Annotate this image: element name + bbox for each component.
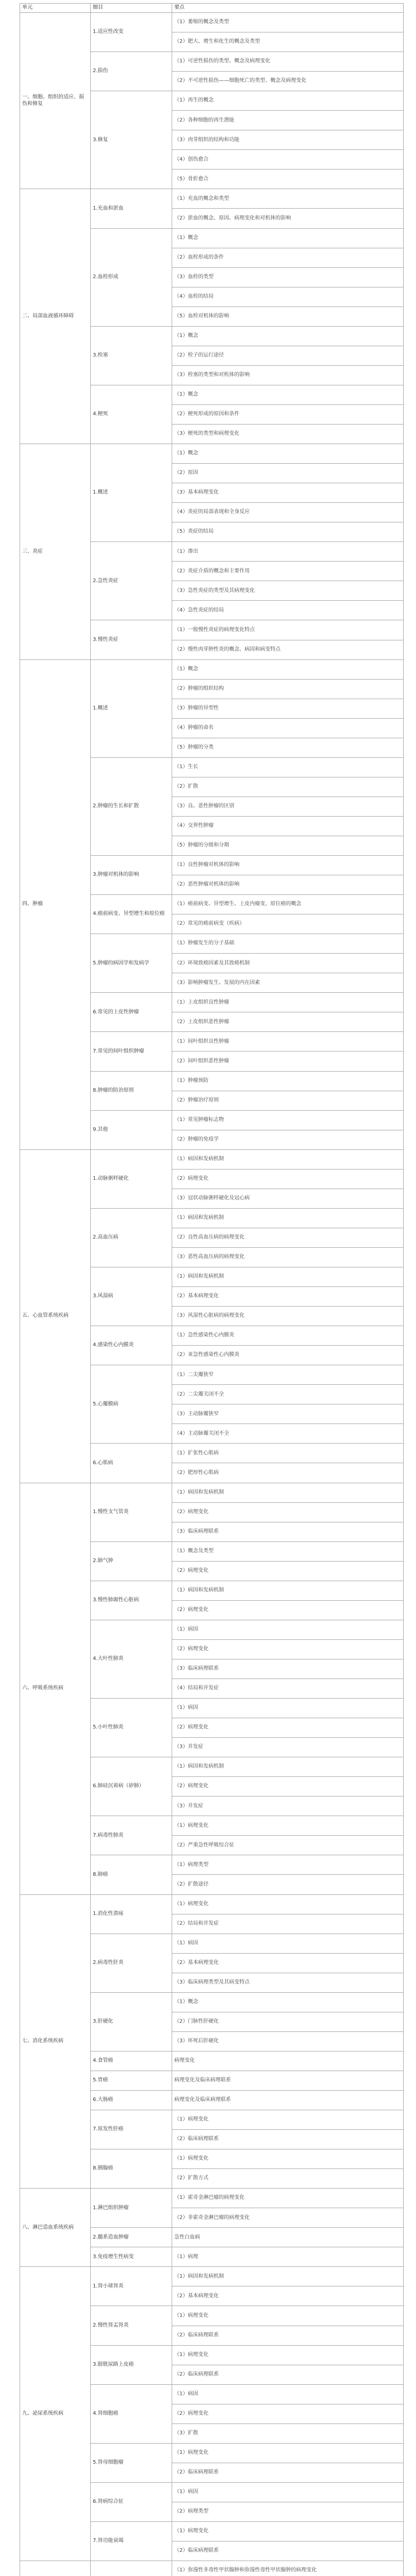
point-cell: （2）常见的癌前病变（疾病）: [172, 914, 404, 934]
table-header-row: [20, 4, 404, 13]
item-cell: 3.慢性肺源性心脏病: [91, 1581, 172, 1620]
item-cell: 3.修复: [91, 91, 172, 189]
point-cell: （5）肿瘤的分级和分期: [172, 836, 404, 855]
item-cell: 1.动脉粥样硬化: [91, 1149, 172, 1208]
point-cell: （3）基本病理变化: [172, 483, 404, 503]
point-cell: （2）非霍奇金淋巴瘤的病理变化: [172, 2208, 404, 2228]
point-cell: （4）交界性肿瘤: [172, 816, 404, 836]
point-cell: （2）临床病理联系: [172, 2541, 404, 2561]
point-cell: （1）概念及类型: [172, 1541, 404, 1561]
point-cell: （1）病因: [172, 1934, 404, 1953]
point-cell: （2）病理类型: [172, 2502, 404, 2521]
point-cell: （1）病因和发病机制: [172, 1757, 404, 1777]
point-cell: （3）风湿性心脏病的病理变化: [172, 1307, 404, 1326]
item-cell: 5.心瓣膜病: [91, 1365, 172, 1444]
point-cell: （1）病理变化: [172, 2443, 404, 2463]
point-cell: （3）梗死的类型和病理变化: [172, 424, 404, 444]
point-cell: （1）病理: [172, 2247, 404, 2267]
item-cell: 3.肝硬化: [91, 1992, 172, 2051]
item-cell: 3.慢性炎症: [91, 620, 172, 659]
item-cell: 6.肾病综合征: [91, 2482, 172, 2521]
item-cell: 4.癌前病变、异型增生和原位癌: [91, 895, 172, 934]
point-cell: （2）临床病理联系: [172, 2130, 404, 2149]
table-row: [20, 1483, 404, 1502]
unit-cell: 二、局部血液循环障碍: [20, 189, 91, 444]
point-cell: （5）肿瘤的分类: [172, 738, 404, 757]
point-cell: （3）并发症: [172, 1797, 404, 1816]
item-cell: 7.病毒性肺炎: [91, 1816, 172, 1855]
item-cell: 6.常见的上皮性肿瘤: [91, 993, 172, 1032]
point-cell: （2）环境致癌因素及其致癌机制: [172, 954, 404, 973]
point-cell: （3）肿瘤的异型性: [172, 699, 404, 718]
unit-cell: 九、泌尿系统疾病: [20, 2267, 91, 2561]
point-cell: （1）病理变化: [172, 2110, 404, 2130]
unit-cell: 八、淋巴造血系统疾病: [20, 2189, 91, 2267]
unit-cell: 一、细胞、组织的适应、损伤和修复: [20, 13, 91, 189]
point-cell: （1）渗出: [172, 542, 404, 562]
table-row: [20, 2267, 404, 2286]
point-cell: （2）严重急性呼吸综合征: [172, 1836, 404, 1855]
point-cell: （5）血栓对机体的影响: [172, 307, 404, 326]
point-cell: （3）血栓的类型: [172, 267, 404, 287]
syllabus-table: [20, 3, 404, 2576]
point-cell: （2）结局和并发症: [172, 1914, 404, 1934]
unit-cell: 四、肿瘤: [20, 659, 91, 1149]
point-cell: （2）亚急性感染性心内膜炎: [172, 1346, 404, 1365]
item-cell: 5.小叶性肺炎: [91, 1699, 172, 1757]
point-cell: （1）肿瘤预防: [172, 1071, 404, 1091]
header-item: 细目: [91, 4, 172, 13]
item-cell: 3.肿瘤对机体的影响: [91, 856, 172, 895]
point-cell: （2）不可逆性损伤——细胞死亡的类型、概念及病理变化: [172, 72, 404, 91]
item-cell: 2.损伤: [91, 52, 172, 91]
point-cell: （1）弥漫性非毒性甲状腺肿和弥漫性毒性甲状腺肿的病理变化: [172, 2561, 404, 2576]
point-cell: （4）炎症的局部表现和全身反应: [172, 503, 404, 522]
item-cell: 8.肺癌: [91, 1855, 172, 1894]
item-cell: 5.胃癌: [91, 2071, 172, 2090]
point-cell: （1）概念: [172, 1992, 404, 2012]
item-cell: 4.感染性心内膜炎: [91, 1326, 172, 1365]
item-cell: 9.其他: [91, 1110, 172, 1149]
point-cell: （4）创伤愈合: [172, 150, 404, 170]
point-cell: （1）病理类型: [172, 1855, 404, 1875]
table-row: [20, 2189, 404, 2208]
point-cell: （1）充血的概念和类型: [172, 189, 404, 209]
point-cell: （2）肿瘤治疗原则: [172, 1091, 404, 1110]
point-cell: （1）一般慢性炎症的病理变化特点: [172, 620, 404, 640]
point-cell: （1）病因: [172, 1620, 404, 1639]
point-cell: （2）病理变化: [172, 1718, 404, 1738]
point-cell: （1）上皮组织良性肿瘤: [172, 993, 404, 1012]
item-cell: 4.食管癌: [91, 2051, 172, 2071]
item-cell: 2.急性炎症: [91, 542, 172, 620]
point-cell: （3）临床病理类型及其病变特点: [172, 1973, 404, 1992]
point-cell: （2）良性高血压病的病理变化: [172, 1228, 404, 1247]
point-cell: （2）血栓形成的条件: [172, 248, 404, 267]
table-row: [20, 189, 404, 209]
point-cell: （3）并发症: [172, 1738, 404, 1757]
point-cell: （3）主动脉瓣狭窄: [172, 1404, 404, 1424]
point-cell: （4）肿瘤的命名: [172, 718, 404, 738]
unit-cell: 六、呼吸系统疾病: [20, 1483, 91, 1894]
item-cell: 5.肾母细胞瘤: [91, 2443, 172, 2482]
point-cell: （1）概念: [172, 228, 404, 248]
point-cell: （1）病理变化: [172, 1816, 404, 1836]
item-cell: 3.栓塞: [91, 326, 172, 385]
point-cell: （2）肿瘤的组织结构: [172, 679, 404, 699]
table-row: [20, 13, 404, 32]
point-cell: （2）门脉性肝硬化: [172, 2012, 404, 2031]
item-cell: 7.常见的间叶组织肿瘤: [91, 1032, 172, 1071]
point-cell: （2）肥厚性心肌病: [172, 1463, 404, 1483]
header-unit: 单元: [20, 4, 91, 13]
point-cell: （2）各种细胞的再生潜能: [172, 111, 404, 130]
item-cell: 5.肿瘤的病因学和发病学: [91, 934, 172, 993]
point-cell: （1）病因和发病机制: [172, 2267, 404, 2286]
point-cell: （1）再生的概念: [172, 91, 404, 111]
point-cell: 病理变化及临床病理联系: [172, 2071, 404, 2090]
item-cell: 3.膀胱尿路上皮癌: [91, 2345, 172, 2384]
unit-cell: [20, 2561, 91, 2576]
point-cell: （2）基本病理变化: [172, 1953, 404, 1973]
point-cell: （4）血栓的结局: [172, 287, 404, 307]
item-cell: 7.原发性肝癌: [91, 2110, 172, 2149]
table-row: [20, 659, 404, 679]
point-cell: （1）病理变化: [172, 2345, 404, 2365]
item-cell: 3.免疫增生性病变: [91, 2247, 172, 2267]
point-cell: （1）生长: [172, 757, 404, 777]
table-row: [20, 2561, 404, 2576]
point-cell: （1）间叶组织良性肿瘤: [172, 1032, 404, 1052]
point-cell: （4）急性炎症的结局: [172, 601, 404, 620]
item-cell: 1.慢性支气管炎: [91, 1483, 172, 1541]
point-cell: （1）二尖瓣狭窄: [172, 1365, 404, 1385]
point-cell: （1）概念: [172, 385, 404, 404]
item-cell: 2.慢性肾盂肾炎: [91, 2306, 172, 2345]
header-point: 要点: [172, 4, 404, 13]
point-cell: （1）急性感染性心内膜炎: [172, 1326, 404, 1346]
point-cell: （4）主动脉瓣关闭不全: [172, 1424, 404, 1444]
point-cell: （2）扩散途径: [172, 1875, 404, 1894]
point-cell: （3）坏死后肝硬化: [172, 2031, 404, 2051]
point-cell: （1）病因: [172, 1699, 404, 1718]
point-cell: （2）恶性肿瘤对机体的影响: [172, 875, 404, 895]
unit-cell: 五、心血管系统疾病: [20, 1149, 91, 1483]
point-cell: （2）梗死形成的原因和条件: [172, 404, 404, 424]
item-cell: 1.概述: [91, 444, 172, 542]
item-cell: 1.肾小球肾炎: [91, 2267, 172, 2306]
point-cell: （1）萎缩的概念及类型: [172, 13, 404, 32]
point-cell: （5）骨折愈合: [172, 170, 404, 189]
item-cell: 2.血栓形成: [91, 228, 172, 326]
point-cell: （2）临床病理联系: [172, 2365, 404, 2384]
point-cell: （1）概念: [172, 444, 404, 464]
item-cell: 7.肾功能衰竭: [91, 2522, 172, 2561]
point-cell: （2）病理变化: [172, 1639, 404, 1659]
item-cell: 2.肺气肿: [91, 1541, 172, 1581]
point-cell: （5）炎症的结局: [172, 522, 404, 542]
point-cell: （1）病理变化: [172, 2149, 404, 2169]
item-cell: 8.肿瘤的防治原则: [91, 1071, 172, 1110]
point-cell: （1）病因和发病机制: [172, 1149, 404, 1169]
table-row: [20, 1894, 404, 1914]
point-cell: （2）基本病理变化: [172, 2286, 404, 2306]
point-cell: （1）可逆性损伤的类型、概念及病理变化: [172, 52, 404, 72]
unit-cell: 三、炎症: [20, 444, 91, 660]
item-cell: 6.大肠癌: [91, 2090, 172, 2110]
point-cell: （1）病因和发病机制: [172, 1581, 404, 1600]
item-cell: 4.梗死: [91, 385, 172, 444]
point-cell: （2）临床病理联系: [172, 2326, 404, 2345]
point-cell: （4）结局和并发症: [172, 1679, 404, 1698]
item-cell: 6.肺硅沉着病（矽肺）: [91, 1757, 172, 1816]
point-cell: （1）霍奇金淋巴瘤的病理变化: [172, 2189, 404, 2208]
point-cell: （2）病理变化: [172, 1502, 404, 1522]
point-cell: （2）肥大、增生和化生的概念及类型: [172, 32, 404, 52]
item-cell: 3.风湿病: [91, 1267, 172, 1326]
point-cell: （2）间叶组织恶性肿瘤: [172, 1052, 404, 1071]
point-cell: 病理变化及临床病理联系: [172, 2090, 404, 2110]
point-cell: （2）原因: [172, 464, 404, 483]
point-cell: （2）病理变化: [172, 1169, 404, 1189]
point-cell: （1）肿瘤发生的分子基础: [172, 934, 404, 954]
item-cell: 4.肾细胞癌: [91, 2384, 172, 2443]
point-cell: （1）病因: [172, 2384, 404, 2404]
point-cell: （2）基本病理变化: [172, 1287, 404, 1307]
point-cell: （2）扩散方式: [172, 2169, 404, 2189]
point-cell: （3）恶性高血压病的病理变化: [172, 1247, 404, 1267]
point-cell: （2）慢性肉芽肿性炎的概念、病因和病变特点: [172, 640, 404, 659]
point-cell: （3）扩散: [172, 2424, 404, 2443]
point-cell: （2）临床病理联系: [172, 2463, 404, 2482]
unit-cell: 七、消化系统疾病: [20, 1894, 91, 2189]
point-cell: （3）冠状动脉粥样硬化及冠心病: [172, 1189, 404, 1208]
point-cell: （3）栓塞的类型和对机体的影响: [172, 365, 404, 385]
item-cell: 8.胰腺癌: [91, 2149, 172, 2189]
item-cell: 1.消化性溃疡: [91, 1894, 172, 1934]
table-row: [20, 444, 404, 464]
point-cell: （1）病理变化: [172, 1894, 404, 1914]
point-cell: （2）病理变化: [172, 1600, 404, 1620]
point-cell: （2）病理变化: [172, 1777, 404, 1797]
point-cell: （3）影响肿瘤发生、发展的内在因素: [172, 973, 404, 993]
item-cell: 1.适应性改变: [91, 13, 172, 52]
point-cell: （1）常见肿瘤标志物: [172, 1110, 404, 1130]
point-cell: （2）炎症介质的概念和主要作用: [172, 562, 404, 581]
table-body: [20, 13, 404, 2576]
point-cell: （1）病因和发病机制: [172, 1483, 404, 1502]
point-cell: （1）概念: [172, 659, 404, 679]
point-cell: （2）二尖瓣关闭不全: [172, 1385, 404, 1404]
point-cell: （2）病理变化: [172, 1561, 404, 1581]
point-cell: （1）概念: [172, 326, 404, 346]
point-cell: （1）病因和发病机制: [172, 1267, 404, 1287]
point-cell: （3）肉芽组织的结构和功能: [172, 130, 404, 150]
point-cell: （1）病理变化: [172, 2306, 404, 2326]
point-cell: （1）良性肿瘤对机体的影响: [172, 856, 404, 875]
point-cell: （2）病理变化: [172, 2404, 404, 2424]
item-cell: [91, 2561, 172, 2576]
item-cell: 1.淋巴组织肿瘤: [91, 2189, 172, 2228]
point-cell: （3）临床病理联系: [172, 1522, 404, 1541]
point-cell: （2）扩散: [172, 777, 404, 796]
table-row: [20, 1149, 404, 1169]
point-cell: （2）肿瘤的免疫学: [172, 1130, 404, 1149]
point-cell: （3）临床病理联系: [172, 1659, 404, 1679]
point-cell: （2）淤血的概念、原因、病理变化和对机体的影响: [172, 209, 404, 228]
item-cell: 2.肿瘤的生长和扩散: [91, 757, 172, 855]
item-cell: 2.病毒性肝炎: [91, 1934, 172, 1992]
point-cell: （1）病因和发病机制: [172, 1208, 404, 1228]
point-cell: （1）扩张性心肌病: [172, 1444, 404, 1463]
point-cell: （1）病理变化: [172, 2522, 404, 2541]
item-cell: 6.心肌病: [91, 1444, 172, 1483]
point-cell: （1）癌前病变、异型增生、上皮内瘤变、原位癌的概念: [172, 895, 404, 914]
item-cell: 2.髓系造血肿瘤: [91, 2228, 172, 2247]
item-cell: 1.概述: [91, 659, 172, 757]
point-cell: （2）上皮组织恶性肿瘤: [172, 1012, 404, 1032]
point-cell: （2）栓子的运行途径: [172, 346, 404, 365]
point-cell: 急性白血病: [172, 2228, 404, 2247]
point-cell: 病理变化: [172, 2051, 404, 2071]
point-cell: （3）急性炎症的类型及其病理变化: [172, 581, 404, 601]
point-cell: （3）良、恶性肿瘤的区别: [172, 796, 404, 816]
item-cell: 1.充血和淤血: [91, 189, 172, 228]
point-cell: （1）病因: [172, 2482, 404, 2502]
item-cell: 4.大叶性肺炎: [91, 1620, 172, 1698]
item-cell: 2.高血压病: [91, 1208, 172, 1267]
